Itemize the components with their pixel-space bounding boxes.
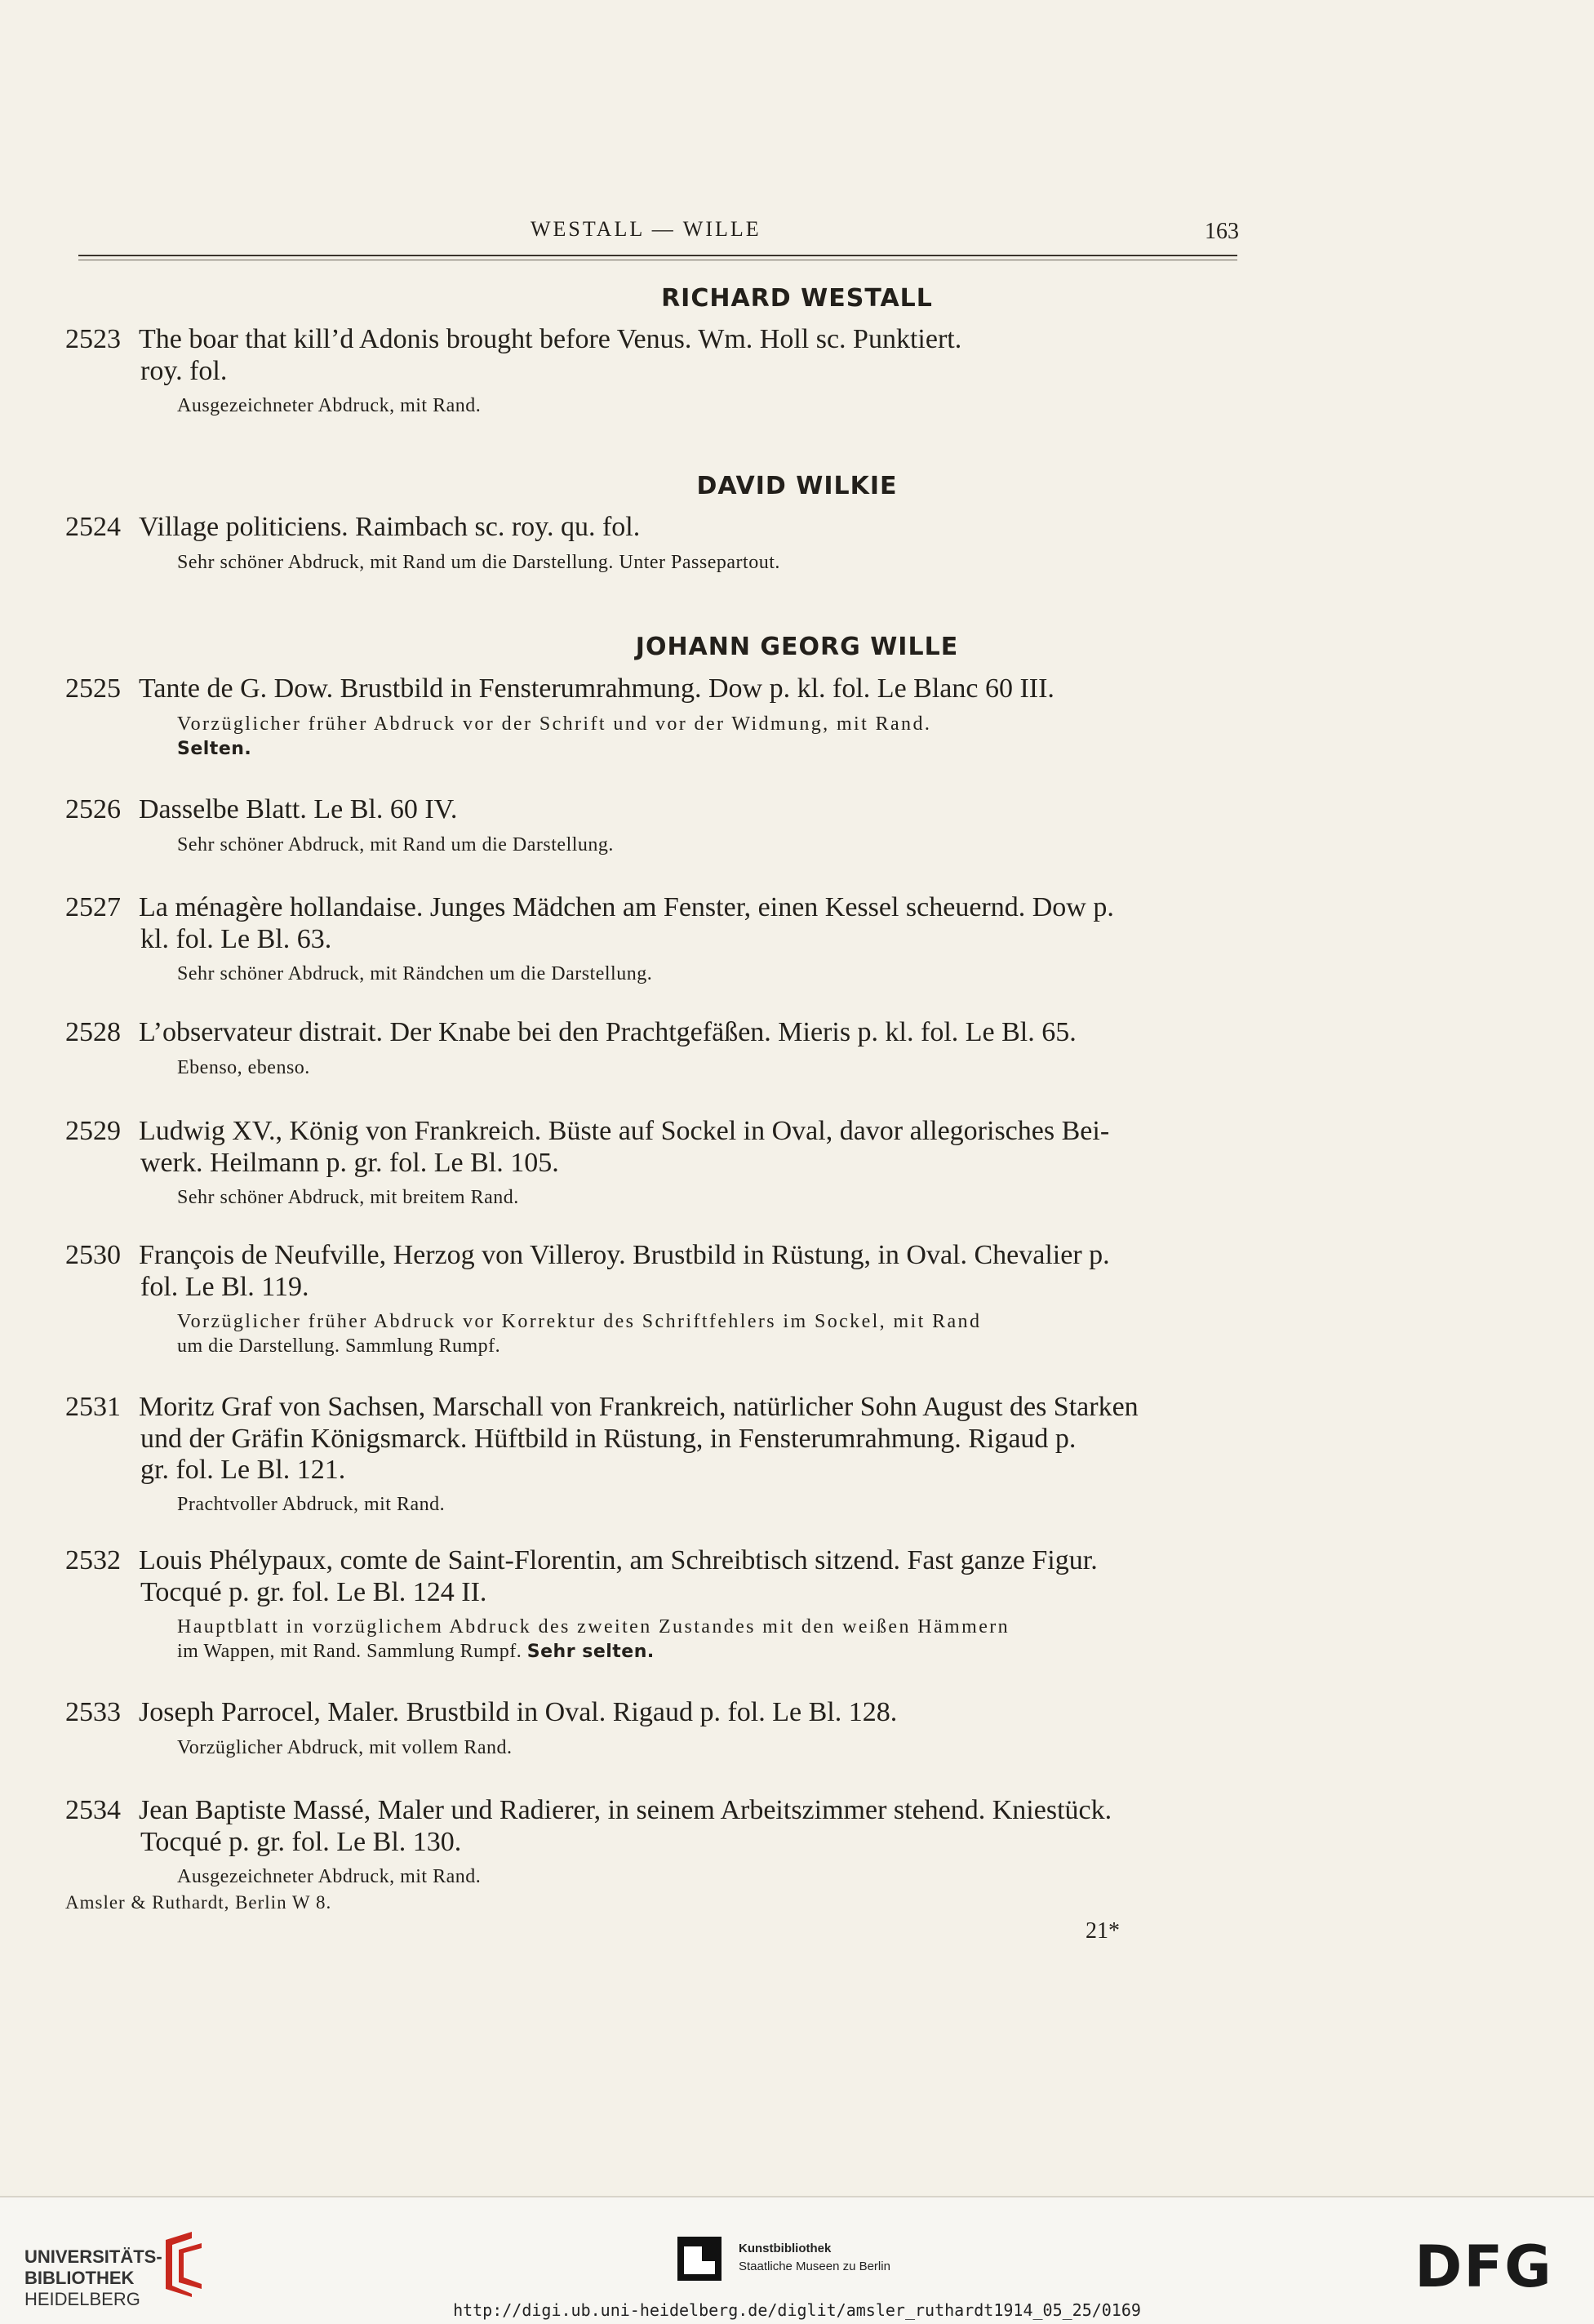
entry-title: Tante de G. Dow. Brustbild in Fensterumrahmung. Dow p. kl. fol. Le Blanc 60 III. (139, 673, 1055, 704)
entry-title: Ludwig XV., König von Frankreich. Büste auf Sockel in Oval, davor allegorisches Bei- (139, 1116, 1110, 1146)
signature-mark: 21* (1086, 1918, 1120, 1944)
catalog-entry-2530 (65, 1239, 1241, 1358)
entry-number: 2532 (65, 1545, 121, 1575)
entry-note-emphasis: Sehr selten. (526, 1642, 655, 1662)
catalog-entry-2531 (65, 1391, 1241, 1517)
entry-note-emphasis: Selten. (177, 739, 252, 759)
entry-number: 2523 (65, 324, 121, 354)
entry-note-cont: um die Darstellung. Sammlung Rumpf. (177, 1335, 501, 1357)
entry-note: Vorzüglicher früher Abdruck vor Korrektur des Schriftfehlers im Sockel, mit Rand (177, 1311, 982, 1332)
entry-number: 2533 (65, 1697, 121, 1727)
kb-subtitle: Staatliche Museen zu Berlin (739, 2260, 890, 2273)
entry-number: 2534 (65, 1795, 121, 1825)
permalink-url[interactable]: http://digi.ub.uni-heidelberg.de/diglit/amsler_ruthardt1914_05_25/0169 (453, 2300, 1141, 2320)
entry-note: Sehr schöner Abdruck, mit Rändchen um die Darstellung. (177, 963, 653, 984)
kunstbibliothek-logo-icon[interactable] (677, 2237, 722, 2281)
header-rule (78, 255, 1237, 256)
entry-title: Louis Phélypaux, comte de Saint-Florentin, am Schreibtisch sitzend. Fast ganze Figur. (139, 1545, 1098, 1575)
viewer-footer (0, 2196, 1594, 2324)
entry-title: Moritz Graf von Sachsen, Marschall von Frankreich, natürlicher Sohn August des Starken (139, 1392, 1139, 1422)
ub-line-2: BIBLIOTHEK (24, 2268, 135, 2288)
page-header (0, 217, 1594, 250)
entry-note: Ebenso, ebenso. (177, 1057, 310, 1078)
entry-title-cont: kl. fol. Le Bl. 63. (140, 924, 332, 954)
entry-title-cont: gr. fol. Le Bl. 121. (140, 1455, 346, 1485)
entry-title-cont: Tocqué p. gr. fol. Le Bl. 130. (140, 1827, 462, 1857)
ub-line-1: UNIVERSITÄTS- (24, 2246, 162, 2267)
section-heading-westall: RICHARD WESTALL (661, 284, 933, 313)
entry-number: 2527 (65, 892, 121, 922)
entry-number: 2528 (65, 1017, 121, 1047)
running-title: WESTALL — WILLE (531, 217, 761, 241)
catalog-entry-2527 (65, 891, 1241, 986)
ub-heidelberg-logo-icon[interactable] (159, 2228, 208, 2297)
entry-title-cont: Tocqué p. gr. fol. Le Bl. 124 II. (140, 1577, 487, 1607)
entry-title: Jean Baptiste Massé, Maler und Radierer, in seinem Arbeitszimmer stehend. Kniestück. (139, 1795, 1112, 1825)
entry-number: 2524 (65, 512, 121, 542)
entry-note: Hauptblatt in vorzüglichem Abdruck des zweiten Zustandes mit den weißen Hämmern (177, 1616, 1010, 1637)
catalog-entry-2528 (65, 1016, 1241, 1080)
entry-number: 2531 (65, 1392, 121, 1422)
entry-note: Sehr schöner Abdruck, mit Rand um die Darstellung. (177, 834, 614, 855)
entry-title-cont: und der Gräfin Königsmarck. Hüftbild in Rüstung, in Fensterumrahmung. Rigaud p. (140, 1424, 1077, 1454)
catalog-entry-2526 (65, 793, 1241, 857)
section-heading-wilkie: DAVID WILKIE (696, 472, 898, 500)
entry-note-cont: im Wappen, mit Rand. Sammlung Rumpf. (177, 1641, 522, 1662)
catalog-entry-2529 (65, 1115, 1241, 1210)
catalog-entry-2523 (65, 323, 1241, 418)
entry-note: Vorzüglicher früher Abdruck vor der Schrift und vor der Widmung, mit Rand. (177, 713, 932, 735)
dfg-logo[interactable] (1406, 2234, 1561, 2300)
kunstbibliothek-logo-text[interactable] (739, 2240, 890, 2276)
entry-note: Vorzüglicher Abdruck, mit vollem Rand. (177, 1737, 513, 1758)
catalog-entry-2525 (65, 673, 1241, 762)
catalog-entry-2534 (65, 1794, 1241, 1889)
catalog-entry-2533 (65, 1696, 1241, 1760)
entry-title: Joseph Parrocel, Maler. Brustbild in Oval. Rigaud p. fol. Le Bl. 128. (139, 1697, 898, 1727)
entry-title: L’observateur distrait. Der Knabe bei den Prachtgefäßen. Mieris p. kl. fol. Le Bl. 65. (139, 1017, 1077, 1047)
publisher-line: Amsler & Ruthardt, Berlin W 8. (65, 1892, 332, 1913)
entry-note: Ausgezeichneter Abdruck, mit Rand. (177, 395, 482, 416)
page-number: 163 (1205, 219, 1239, 244)
entry-number: 2529 (65, 1116, 121, 1146)
dfg-logo-text: DFG (1414, 2234, 1553, 2300)
entry-title-cont: fol. Le Bl. 119. (140, 1272, 309, 1302)
entry-note: Prachtvoller Abdruck, mit Rand. (177, 1494, 446, 1515)
entry-note: Ausgezeichneter Abdruck, mit Rand. (177, 1866, 482, 1887)
entry-title: Village politiciens. Raimbach sc. roy. qu. fol. (139, 512, 641, 542)
ub-line-3: HEIDELBERG (24, 2289, 140, 2309)
catalog-entry-2532 (65, 1544, 1241, 1664)
entry-number: 2525 (65, 673, 121, 704)
kb-title: Kunstbibliothek (739, 2242, 832, 2255)
entry-title: La ménagère hollandaise. Junges Mädchen am Fenster, einen Kessel scheuernd. Dow p. (139, 892, 1114, 922)
entry-title-cont: roy. fol. (140, 356, 228, 386)
entry-title: The boar that kill’d Adonis brought before Venus. Wm. Holl sc. Punktiert. (139, 324, 962, 354)
entry-title: François de Neufville, Herzog von Villeroy. Brustbild in Rüstung, in Oval. Chevalier p. (139, 1240, 1110, 1270)
catalog-entry-2524 (65, 511, 1241, 575)
entry-number: 2530 (65, 1240, 121, 1270)
entry-title-cont: werk. Heilmann p. gr. fol. Le Bl. 105. (140, 1148, 559, 1178)
entry-title: Dasselbe Blatt. Le Bl. 60 IV. (139, 794, 458, 824)
section-heading-wille: JOHANN GEORG WILLE (635, 633, 959, 661)
entry-note: Sehr schöner Abdruck, mit breitem Rand. (177, 1187, 519, 1208)
entry-number: 2526 (65, 794, 121, 824)
entry-note: Sehr schöner Abdruck, mit Rand um die Darstellung. Unter Passepartout. (177, 552, 780, 573)
